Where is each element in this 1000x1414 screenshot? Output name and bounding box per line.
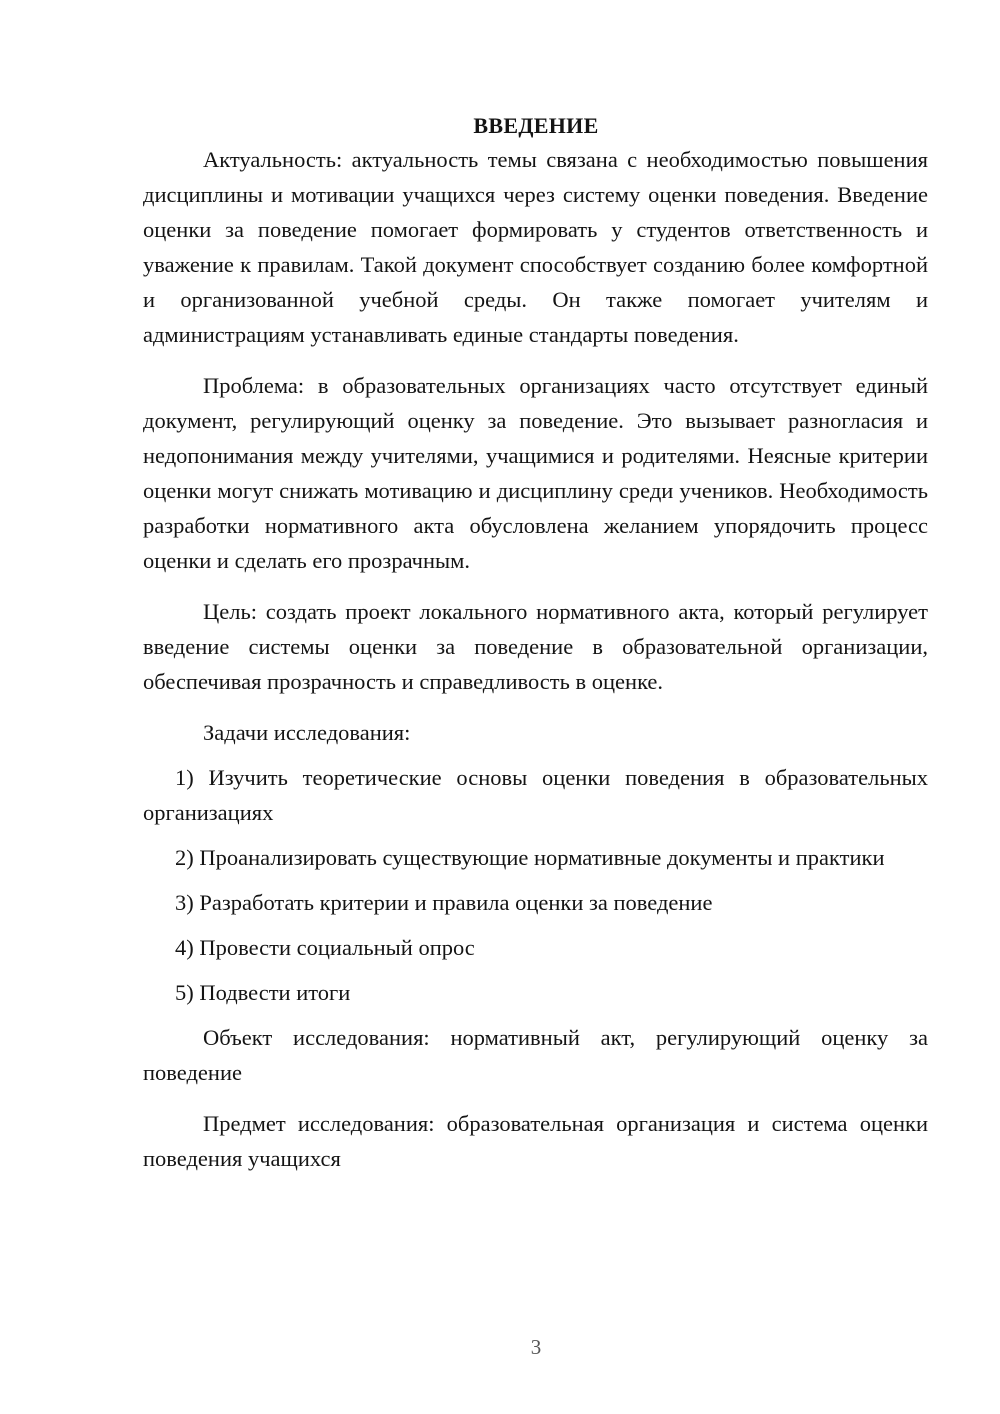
tasks-heading: Задачи исследования: xyxy=(203,720,411,745)
goal-paragraph: Цель: создать проект локального нормативного акта, который регулирует введение системы оценки за поведение в образовательной организации, обеспечивая прозрачность и справедливость в оценке. xyxy=(143,599,928,694)
document-body xyxy=(143,142,928,1192)
task-item-2: 2) Проанализировать существующие нормативные документы и практики xyxy=(175,845,885,870)
object-paragraph: Объект исследования: нормативный акт, регулирующий оценку за поведение xyxy=(143,1025,928,1085)
tasks-list xyxy=(143,760,928,1010)
task-item-3: 3) Разработать критерии и правила оценки за поведение xyxy=(175,890,713,915)
page-title: ВВЕДЕНИЕ xyxy=(473,112,599,138)
page-number: 3 xyxy=(530,1335,542,1359)
task-item-5: 5) Подвести итоги xyxy=(175,980,351,1005)
task-item-4: 4) Провести социальный опрос xyxy=(175,935,475,960)
problem-paragraph: Проблема: в образовательных организациях часто отсутствует единый документ, регулирующий оценку за поведение. Это вызывает разногласия и недопонимания между учителями, учащимися и родителями. Неясные критерии оценки могут снижать мотивацию и дисциплину среди учеников. Необходимость разработки нормативного акта обусловлена желанием упорядочить процесс оценки и сделать его прозрачным. xyxy=(143,373,928,573)
subject-paragraph: Предмет исследования: образовательная организация и система оценки поведения учащихся xyxy=(143,1111,928,1171)
relevance-paragraph: Актуальность: актуальность темы связана с необходимостью повышения дисциплины и мотивации учащихся через систему оценки поведения. Введение оценки за поведение помогает формировать у студентов ответственность и уважение к правилам. Такой документ способствует созданию более комфортной и организованной учебной среды. Он также помогает учителям и администрациям устанавливать единые стандарты поведения. xyxy=(143,147,928,347)
task-item-1: 1) Изучить теоретические основы оценки поведения в образовательных организациях xyxy=(143,765,928,825)
